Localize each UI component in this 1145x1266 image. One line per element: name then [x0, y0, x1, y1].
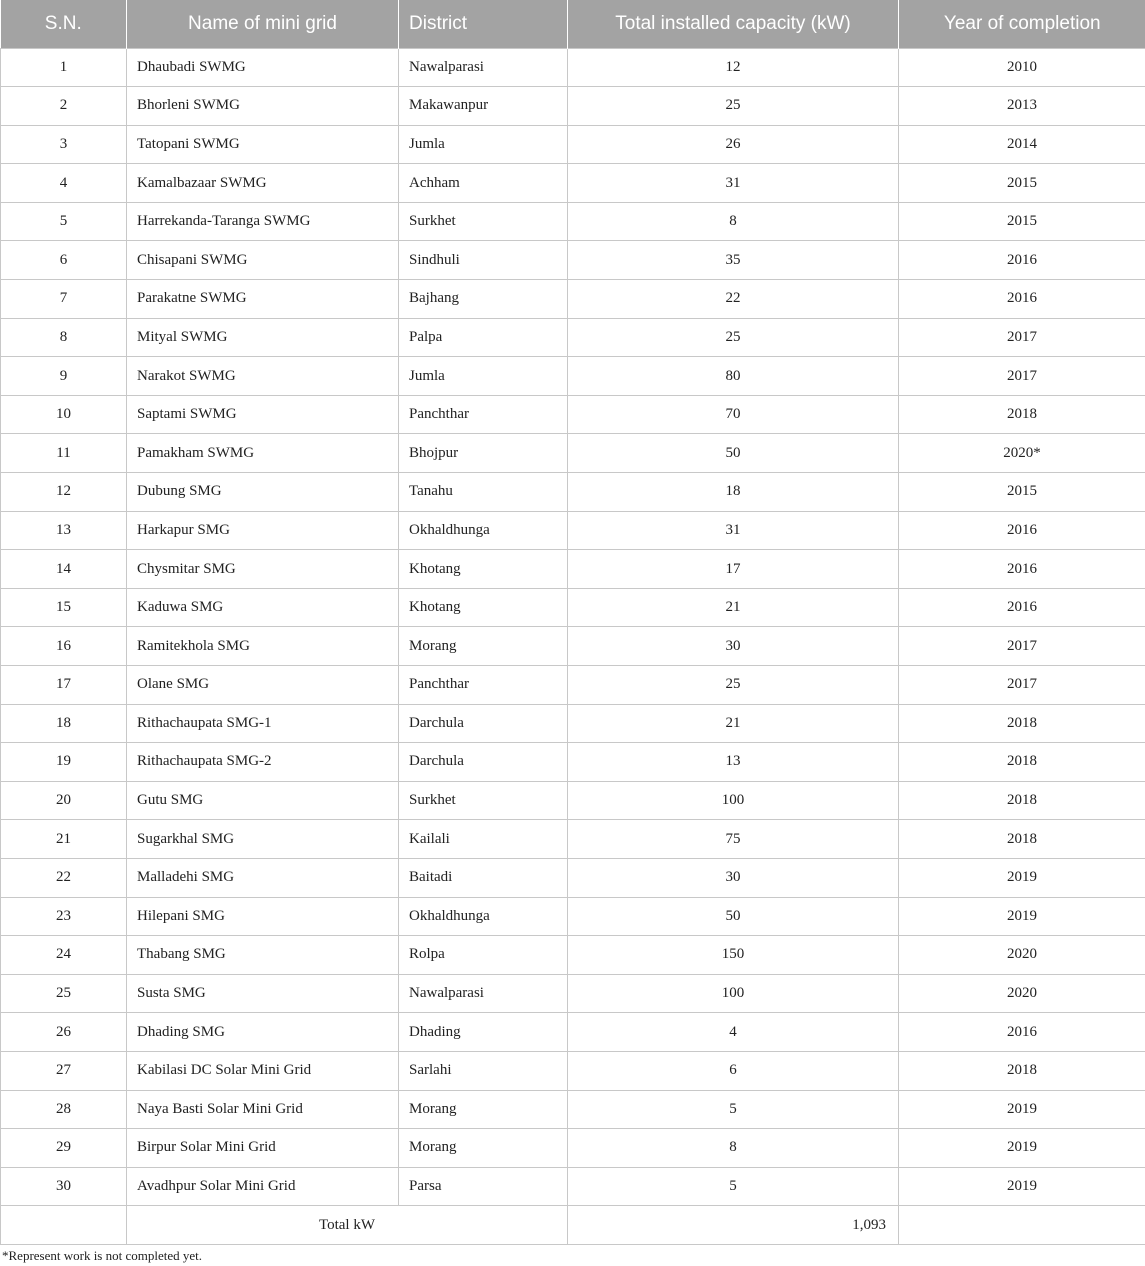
cell-capacity: 150 [568, 936, 899, 975]
table-row [1, 202, 1145, 241]
cell-capacity: 21 [568, 588, 899, 627]
total-row [1, 1206, 1145, 1245]
cell-name: Olane SMG [127, 666, 399, 705]
cell-name: Kabilasi DC Solar Mini Grid [127, 1051, 399, 1090]
cell-capacity: 25 [568, 318, 899, 357]
cell-capacity: 4 [568, 1013, 899, 1052]
cell-name: Bhorleni SWMG [127, 87, 399, 126]
table-row [1, 1129, 1145, 1168]
total-empty-cell-end [899, 1206, 1145, 1245]
cell-sn: 3 [1, 125, 127, 164]
cell-name: Harkapur SMG [127, 511, 399, 550]
cell-sn: 23 [1, 897, 127, 936]
cell-district: Panchthar [399, 395, 568, 434]
table-row [1, 241, 1145, 280]
table-row [1, 550, 1145, 589]
header-district: District [399, 0, 568, 48]
table-row [1, 164, 1145, 203]
table-row [1, 666, 1145, 705]
footnote: *Represent work is not completed yet. [2, 1248, 203, 1263]
table-row [1, 434, 1145, 473]
cell-sn: 21 [1, 820, 127, 859]
cell-sn: 4 [1, 164, 127, 203]
table-row [1, 627, 1145, 666]
cell-capacity: 35 [568, 241, 899, 280]
cell-year: 2016 [899, 1013, 1145, 1052]
cell-district: Makawanpur [399, 87, 568, 126]
cell-sn: 18 [1, 704, 127, 743]
header-year: Year of completion [899, 0, 1145, 48]
cell-sn: 26 [1, 1013, 127, 1052]
cell-name: Kamalbazaar SWMG [127, 164, 399, 203]
cell-capacity: 50 [568, 897, 899, 936]
cell-year: 2019 [899, 1167, 1145, 1206]
cell-year: 2016 [899, 550, 1145, 589]
cell-name: Birpur Solar Mini Grid [127, 1129, 399, 1168]
cell-capacity: 12 [568, 48, 899, 87]
cell-sn: 11 [1, 434, 127, 473]
table-row [1, 473, 1145, 512]
cell-sn: 15 [1, 588, 127, 627]
cell-year: 2013 [899, 87, 1145, 126]
cell-district: Baitadi [399, 858, 568, 897]
cell-name: Pamakham SWMG [127, 434, 399, 473]
table-row [1, 48, 1145, 87]
header-row [1, 0, 1145, 48]
cell-district: Bajhang [399, 280, 568, 319]
cell-year: 2017 [899, 357, 1145, 396]
cell-name: Hilepani SMG [127, 897, 399, 936]
cell-year: 2015 [899, 202, 1145, 241]
cell-year: 2019 [899, 858, 1145, 897]
cell-capacity: 80 [568, 357, 899, 396]
cell-capacity: 50 [568, 434, 899, 473]
cell-year: 2020 [899, 974, 1145, 1013]
cell-name: Tatopani SWMG [127, 125, 399, 164]
cell-name: Dhading SMG [127, 1013, 399, 1052]
cell-name: Harrekanda-Taranga SWMG [127, 202, 399, 241]
cell-capacity: 26 [568, 125, 899, 164]
cell-district: Sarlahi [399, 1051, 568, 1090]
cell-name: Rithachaupata SMG-1 [127, 704, 399, 743]
cell-sn: 17 [1, 666, 127, 705]
cell-capacity: 100 [568, 974, 899, 1013]
cell-year: 2019 [899, 1090, 1145, 1129]
cell-name: Malladehi SMG [127, 858, 399, 897]
cell-district: Darchula [399, 743, 568, 782]
cell-name: Mityal SWMG [127, 318, 399, 357]
cell-sn: 16 [1, 627, 127, 666]
cell-capacity: 5 [568, 1167, 899, 1206]
cell-year: 2010 [899, 48, 1145, 87]
cell-name: Sugarkhal SMG [127, 820, 399, 859]
cell-name: Chysmitar SMG [127, 550, 399, 589]
cell-name: Naya Basti Solar Mini Grid [127, 1090, 399, 1129]
cell-name: Dhaubadi SWMG [127, 48, 399, 87]
cell-year: 2016 [899, 588, 1145, 627]
cell-year: 2020* [899, 434, 1145, 473]
cell-capacity: 25 [568, 87, 899, 126]
cell-sn: 8 [1, 318, 127, 357]
cell-capacity: 22 [568, 280, 899, 319]
table-row [1, 588, 1145, 627]
cell-sn: 30 [1, 1167, 127, 1206]
cell-district: Okhaldhunga [399, 897, 568, 936]
cell-district: Okhaldhunga [399, 511, 568, 550]
cell-sn: 24 [1, 936, 127, 975]
cell-district: Khotang [399, 588, 568, 627]
table-row [1, 395, 1145, 434]
table-row [1, 1013, 1145, 1052]
cell-capacity: 8 [568, 202, 899, 241]
cell-name: Parakatne SWMG [127, 280, 399, 319]
cell-capacity: 6 [568, 1051, 899, 1090]
cell-year: 2014 [899, 125, 1145, 164]
cell-name: Dubung SMG [127, 473, 399, 512]
cell-sn: 25 [1, 974, 127, 1013]
cell-district: Morang [399, 1129, 568, 1168]
cell-year: 2018 [899, 1051, 1145, 1090]
cell-district: Nawalparasi [399, 48, 568, 87]
cell-district: Morang [399, 627, 568, 666]
cell-capacity: 13 [568, 743, 899, 782]
cell-district: Bhojpur [399, 434, 568, 473]
cell-capacity: 17 [568, 550, 899, 589]
cell-district: Jumla [399, 125, 568, 164]
cell-sn: 1 [1, 48, 127, 87]
total-label: Total kW [127, 1206, 568, 1245]
table-row [1, 87, 1145, 126]
cell-year: 2015 [899, 164, 1145, 203]
cell-year: 2018 [899, 743, 1145, 782]
table-row [1, 704, 1145, 743]
cell-year: 2017 [899, 627, 1145, 666]
cell-district: Achham [399, 164, 568, 203]
cell-sn: 7 [1, 280, 127, 319]
cell-district: Surkhet [399, 781, 568, 820]
cell-district: Rolpa [399, 936, 568, 975]
header-capacity: Total installed capacity (kW) [568, 0, 899, 48]
table-row [1, 1090, 1145, 1129]
cell-capacity: 100 [568, 781, 899, 820]
cell-year: 2015 [899, 473, 1145, 512]
cell-sn: 2 [1, 87, 127, 126]
cell-sn: 10 [1, 395, 127, 434]
cell-district: Panchthar [399, 666, 568, 705]
cell-district: Morang [399, 1090, 568, 1129]
cell-district: Sindhuli [399, 241, 568, 280]
cell-name: Chisapani SWMG [127, 241, 399, 280]
table-row [1, 974, 1145, 1013]
cell-district: Khotang [399, 550, 568, 589]
cell-capacity: 70 [568, 395, 899, 434]
cell-year: 2019 [899, 1129, 1145, 1168]
cell-year: 2018 [899, 704, 1145, 743]
cell-name: Thabang SMG [127, 936, 399, 975]
cell-year: 2018 [899, 820, 1145, 859]
table-row [1, 125, 1145, 164]
cell-year: 2016 [899, 511, 1145, 550]
cell-sn: 12 [1, 473, 127, 512]
cell-name: Kaduwa SMG [127, 588, 399, 627]
cell-name: Susta SMG [127, 974, 399, 1013]
header-name: Name of mini grid [127, 0, 399, 48]
table-row [1, 511, 1145, 550]
cell-district: Kailali [399, 820, 568, 859]
table-row [1, 820, 1145, 859]
cell-name: Avadhpur Solar Mini Grid [127, 1167, 399, 1206]
cell-district: Tanahu [399, 473, 568, 512]
cell-sn: 9 [1, 357, 127, 396]
cell-district: Palpa [399, 318, 568, 357]
cell-district: Surkhet [399, 202, 568, 241]
cell-district: Jumla [399, 357, 568, 396]
cell-capacity: 25 [568, 666, 899, 705]
cell-sn: 27 [1, 1051, 127, 1090]
cell-year: 2016 [899, 241, 1145, 280]
cell-year: 2017 [899, 318, 1145, 357]
cell-name: Narakot SWMG [127, 357, 399, 396]
total-empty-cell [1, 1206, 127, 1245]
cell-capacity: 30 [568, 858, 899, 897]
cell-year: 2018 [899, 781, 1145, 820]
cell-name: Saptami SWMG [127, 395, 399, 434]
table-row [1, 1167, 1145, 1206]
table-row [1, 280, 1145, 319]
cell-sn: 29 [1, 1129, 127, 1168]
table-row [1, 1051, 1145, 1090]
table-row [1, 936, 1145, 975]
cell-sn: 13 [1, 511, 127, 550]
cell-sn: 28 [1, 1090, 127, 1129]
cell-district: Darchula [399, 704, 568, 743]
cell-sn: 6 [1, 241, 127, 280]
cell-district: Parsa [399, 1167, 568, 1206]
cell-year: 2017 [899, 666, 1145, 705]
cell-sn: 20 [1, 781, 127, 820]
cell-capacity: 30 [568, 627, 899, 666]
header-sn: S.N. [1, 0, 127, 48]
cell-sn: 19 [1, 743, 127, 782]
cell-year: 2020 [899, 936, 1145, 975]
cell-sn: 22 [1, 858, 127, 897]
cell-name: Ramitekhola SMG [127, 627, 399, 666]
cell-name: Gutu SMG [127, 781, 399, 820]
cell-capacity: 8 [568, 1129, 899, 1168]
table-row [1, 318, 1145, 357]
table-row [1, 357, 1145, 396]
cell-year: 2016 [899, 280, 1145, 319]
cell-capacity: 31 [568, 511, 899, 550]
cell-year: 2019 [899, 897, 1145, 936]
table-row [1, 858, 1145, 897]
cell-capacity: 18 [568, 473, 899, 512]
cell-sn: 14 [1, 550, 127, 589]
cell-capacity: 5 [568, 1090, 899, 1129]
cell-sn: 5 [1, 202, 127, 241]
cell-year: 2018 [899, 395, 1145, 434]
cell-name: Rithachaupata SMG-2 [127, 743, 399, 782]
cell-district: Nawalparasi [399, 974, 568, 1013]
table-row [1, 743, 1145, 782]
table-body [1, 48, 1145, 1206]
cell-capacity: 21 [568, 704, 899, 743]
table-row [1, 781, 1145, 820]
cell-capacity: 75 [568, 820, 899, 859]
cell-district: Dhading [399, 1013, 568, 1052]
table-row [1, 897, 1145, 936]
total-value: 1,093 [568, 1206, 899, 1245]
cell-capacity: 31 [568, 164, 899, 203]
